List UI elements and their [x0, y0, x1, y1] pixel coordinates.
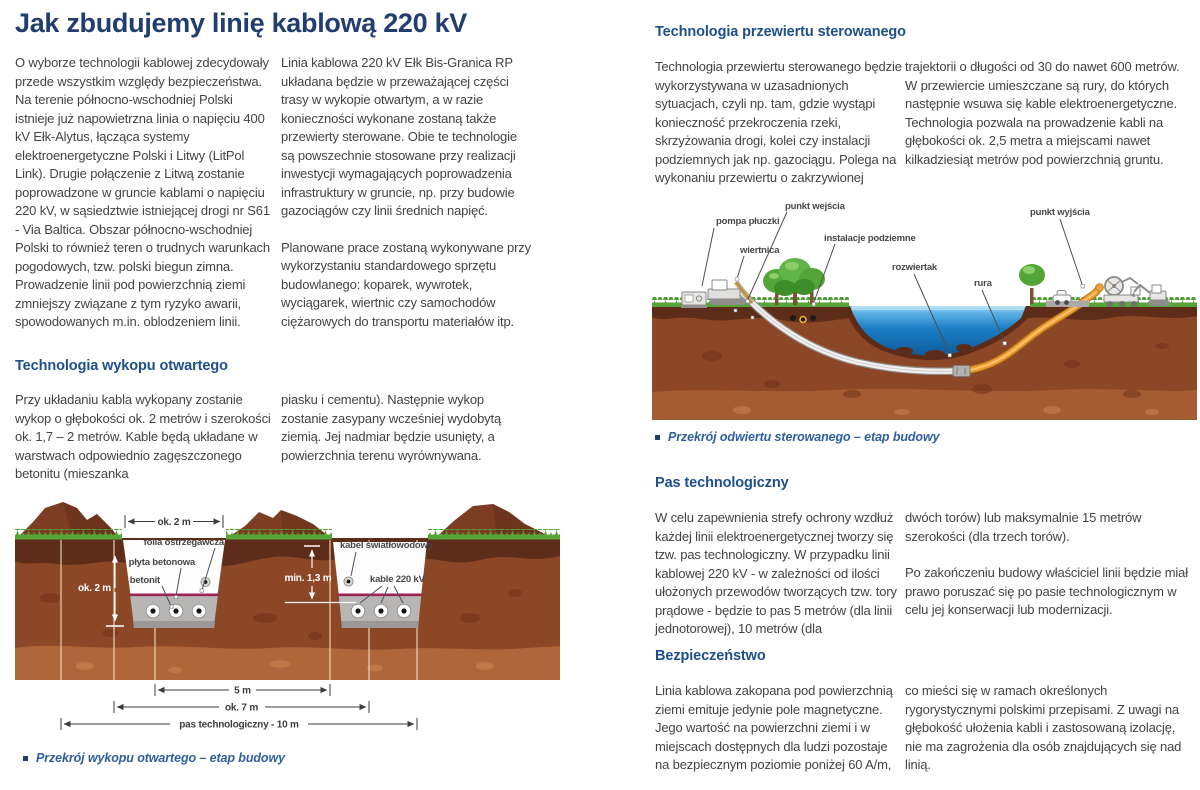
hdd-column-2: trajektorii o długości od 30 do nawet 600 metrów. W przewiercie umieszczane są rury, do których następnie wsuwa się kable elektroenergetyczne. Technologia pozwala na prowadzenie kabli na głębokości ok. 2,5 metra a miejscami nawet kilkadziesiąt metrów pod powierzchnią gruntu.	[905, 59, 1180, 167]
mud-pump-label: pompa płuczki	[716, 216, 780, 227]
heading-hdd: Technologia przewiertu sterowanego	[655, 24, 906, 40]
dim-10m-label: pas technologiczny - 10 m	[179, 719, 299, 731]
hdd-diagram	[652, 196, 1197, 426]
open-trench-diagram	[15, 498, 560, 746]
width-top-label: ok. 2 m	[157, 517, 191, 528]
power-cables-trench-2	[351, 604, 411, 618]
pas-column-1: W celu zapewnienia strefy ochrony wzdłuż każdej linii elektroenergetycznej tworzy się tzw. pas technologiczny. W przypadku linii kablowej 220 kV - w zależności od ilości ułożonych przewodów tworzących tzw. tory prądowe - będzie to pas 5 metrów (dla linii jednotorowej), 10 metrów (dla	[655, 510, 897, 636]
hdd-column-1: Technologia przewiertu sterowanego będzie wykorzystywana w uzasadnionych sytuacjach, czyli np. tam, gdzie wystąpi konieczność przekroczenia rzeki, skrzyżowania drogi, kolei czy instalacji podziemnych jak np. gazociągu. Polega na wykonaniu przewiertu o zakrzywionej	[655, 59, 902, 185]
mud-pump-machine	[681, 292, 707, 308]
open-trench-column-2: piasku i cementu). Następnie wykop zostanie zasypany wcześniej wydobytą ziemią. Jej nadmiar będzie usunięty, a powierzchnia terenu wyrównywana.	[281, 392, 502, 463]
concrete-slab-label: płyta betonowa	[128, 557, 195, 568]
page-title: Jak zbudujemy linię kablową 220 kV	[15, 8, 467, 38]
safety-column-1: Linia kablowa zakopana pod powierzchnią ziemi emituje jedynie pole magnetyczne. Jego wartość na powierzchni ziemi i w miejscach dostępnych dla ludzi pozostaje na bezpiecznym poziomie poniżej 60 A/m,	[655, 683, 893, 772]
dim-5m-label: 5 m	[234, 685, 251, 697]
drill-rig-machine	[708, 280, 752, 305]
trench-2	[333, 542, 427, 628]
trench-width-dimension	[125, 515, 223, 528]
underground-installations-label: instalacje podziemne	[824, 233, 916, 244]
pas-paragraph-2: Po zakończeniu budowy właściciel linii będzie miał prawo poruszać się po pasie technologicznym w celu jej konserwacji lub modernizacji.	[905, 565, 1188, 617]
grass-strip	[15, 529, 560, 540]
intro-column-1: O wyborze technologii kablowej zdecydowały przede wszystkim względy bezpieczeństwa. Na terenie północno-wschodniej Polski istnieje już napowietrzna linia o napięciu 400 kV Ełk-Alytus, łącząca systemy elektroenergetyczne Polski i Litwy (LitPol Link). Drugie połączenie z Litwą zostanie poprowadzone w gruncie kablami o napięciu 220 kV, w sąsiedztwie istniejącej drogi nr S61 - Via Baltica. Obszar północno-wschodniej Polski to również teren o trudnych warunkach pogodowych, tzw. polski biegun zimna. Prowadzenie linii pod powierzchnią ziemi zmniejszy związane z tym ryzyko awarii, spowodowanych m.in. oblodzeniem linii.	[15, 55, 270, 329]
caption-bullet	[655, 435, 660, 440]
heading-pas: Pas technologiczny	[655, 475, 789, 491]
intro-paragraph-2: Planowane prace zostaną wykonywane przy wykorzystaniu standardowego sprzętu budowlanego: koparek, wywrotek, wyciągarek, wiertnic czy samochodów ciężarowych do transportu materiałów itp.	[281, 239, 531, 329]
caption-bullet	[23, 756, 28, 761]
dim-7m-label: ok. 7 m	[224, 702, 259, 714]
intro-column-2	[281, 54, 532, 349]
heading-safety: Bezpieczeństwo	[655, 648, 766, 664]
exit-point-label: punkt wyjścia	[1030, 207, 1090, 218]
power-cables-label: kable 220 kV	[370, 574, 425, 585]
soil-cross-section	[15, 538, 560, 680]
open-trench-column-1: Przy układaniu kabla wykopany zostanie wykop o głębokości ok. 2 metrów i szerokości ok. 1,7 – 2 metrów. Kable będą układane w warstwach odpowiednio zagęszczonego betonitu (mieszanka	[15, 392, 271, 481]
bottom-dimensions	[61, 684, 417, 731]
pas-column-2	[905, 509, 1195, 638]
caption-open-trench: Przekrój wykopu otwartego – etap budowy	[23, 751, 285, 765]
warning-foil-label: folia ostrzegawcza	[143, 537, 224, 548]
reamer	[953, 366, 970, 377]
fiber-cable-label: kabel światłowodowy	[340, 540, 433, 551]
depth-label: ok. 2 m	[77, 583, 111, 594]
min-depth-label: min. 1,3 m	[284, 573, 332, 584]
caption-hdd: Przekrój odwiertu sterowanego – etap budowy	[655, 430, 939, 444]
power-cables-trench-1	[146, 604, 206, 618]
bentonite-label: betonit	[129, 575, 160, 586]
fiber-cable-trench-2	[344, 577, 353, 586]
drill-rig-label: wiertnica	[740, 245, 780, 256]
heading-open-trench: Technologia wykopu otwartego	[15, 358, 228, 374]
pas-paragraph-1: dwóch torów) lub maksymalnie 15 metrów szerokości (dla trzech torów).	[905, 510, 1142, 544]
safety-column-2: co mieści się w ramach określonych rygorystycznymi polskimi przepisami. Z uwagi na głębokość ułożenia kabli i zastosowaną izolację, nie ma zagrożenia dla osób znajdujących się nad linią.	[905, 683, 1182, 772]
pipe-label: rura	[974, 278, 992, 289]
reamer-label: rozwiertak	[892, 262, 937, 273]
entry-point-label: punkt wejścia	[785, 201, 845, 212]
intro-paragraph-1: Linia kablowa 220 kV Ełk Bis-Granica RP układana będzie w przeważającej części trasy w wykopie otwartym, a w razie konieczności wykonane zostaną także przewierty sterowane. Obie te technologie są powszechnie stosowane przy realizacji inwestycji wymagających poprowadzenia infrastruktury w gruncie, np. przy budowie gazociągów czy linii średnich napięć.	[281, 55, 517, 218]
